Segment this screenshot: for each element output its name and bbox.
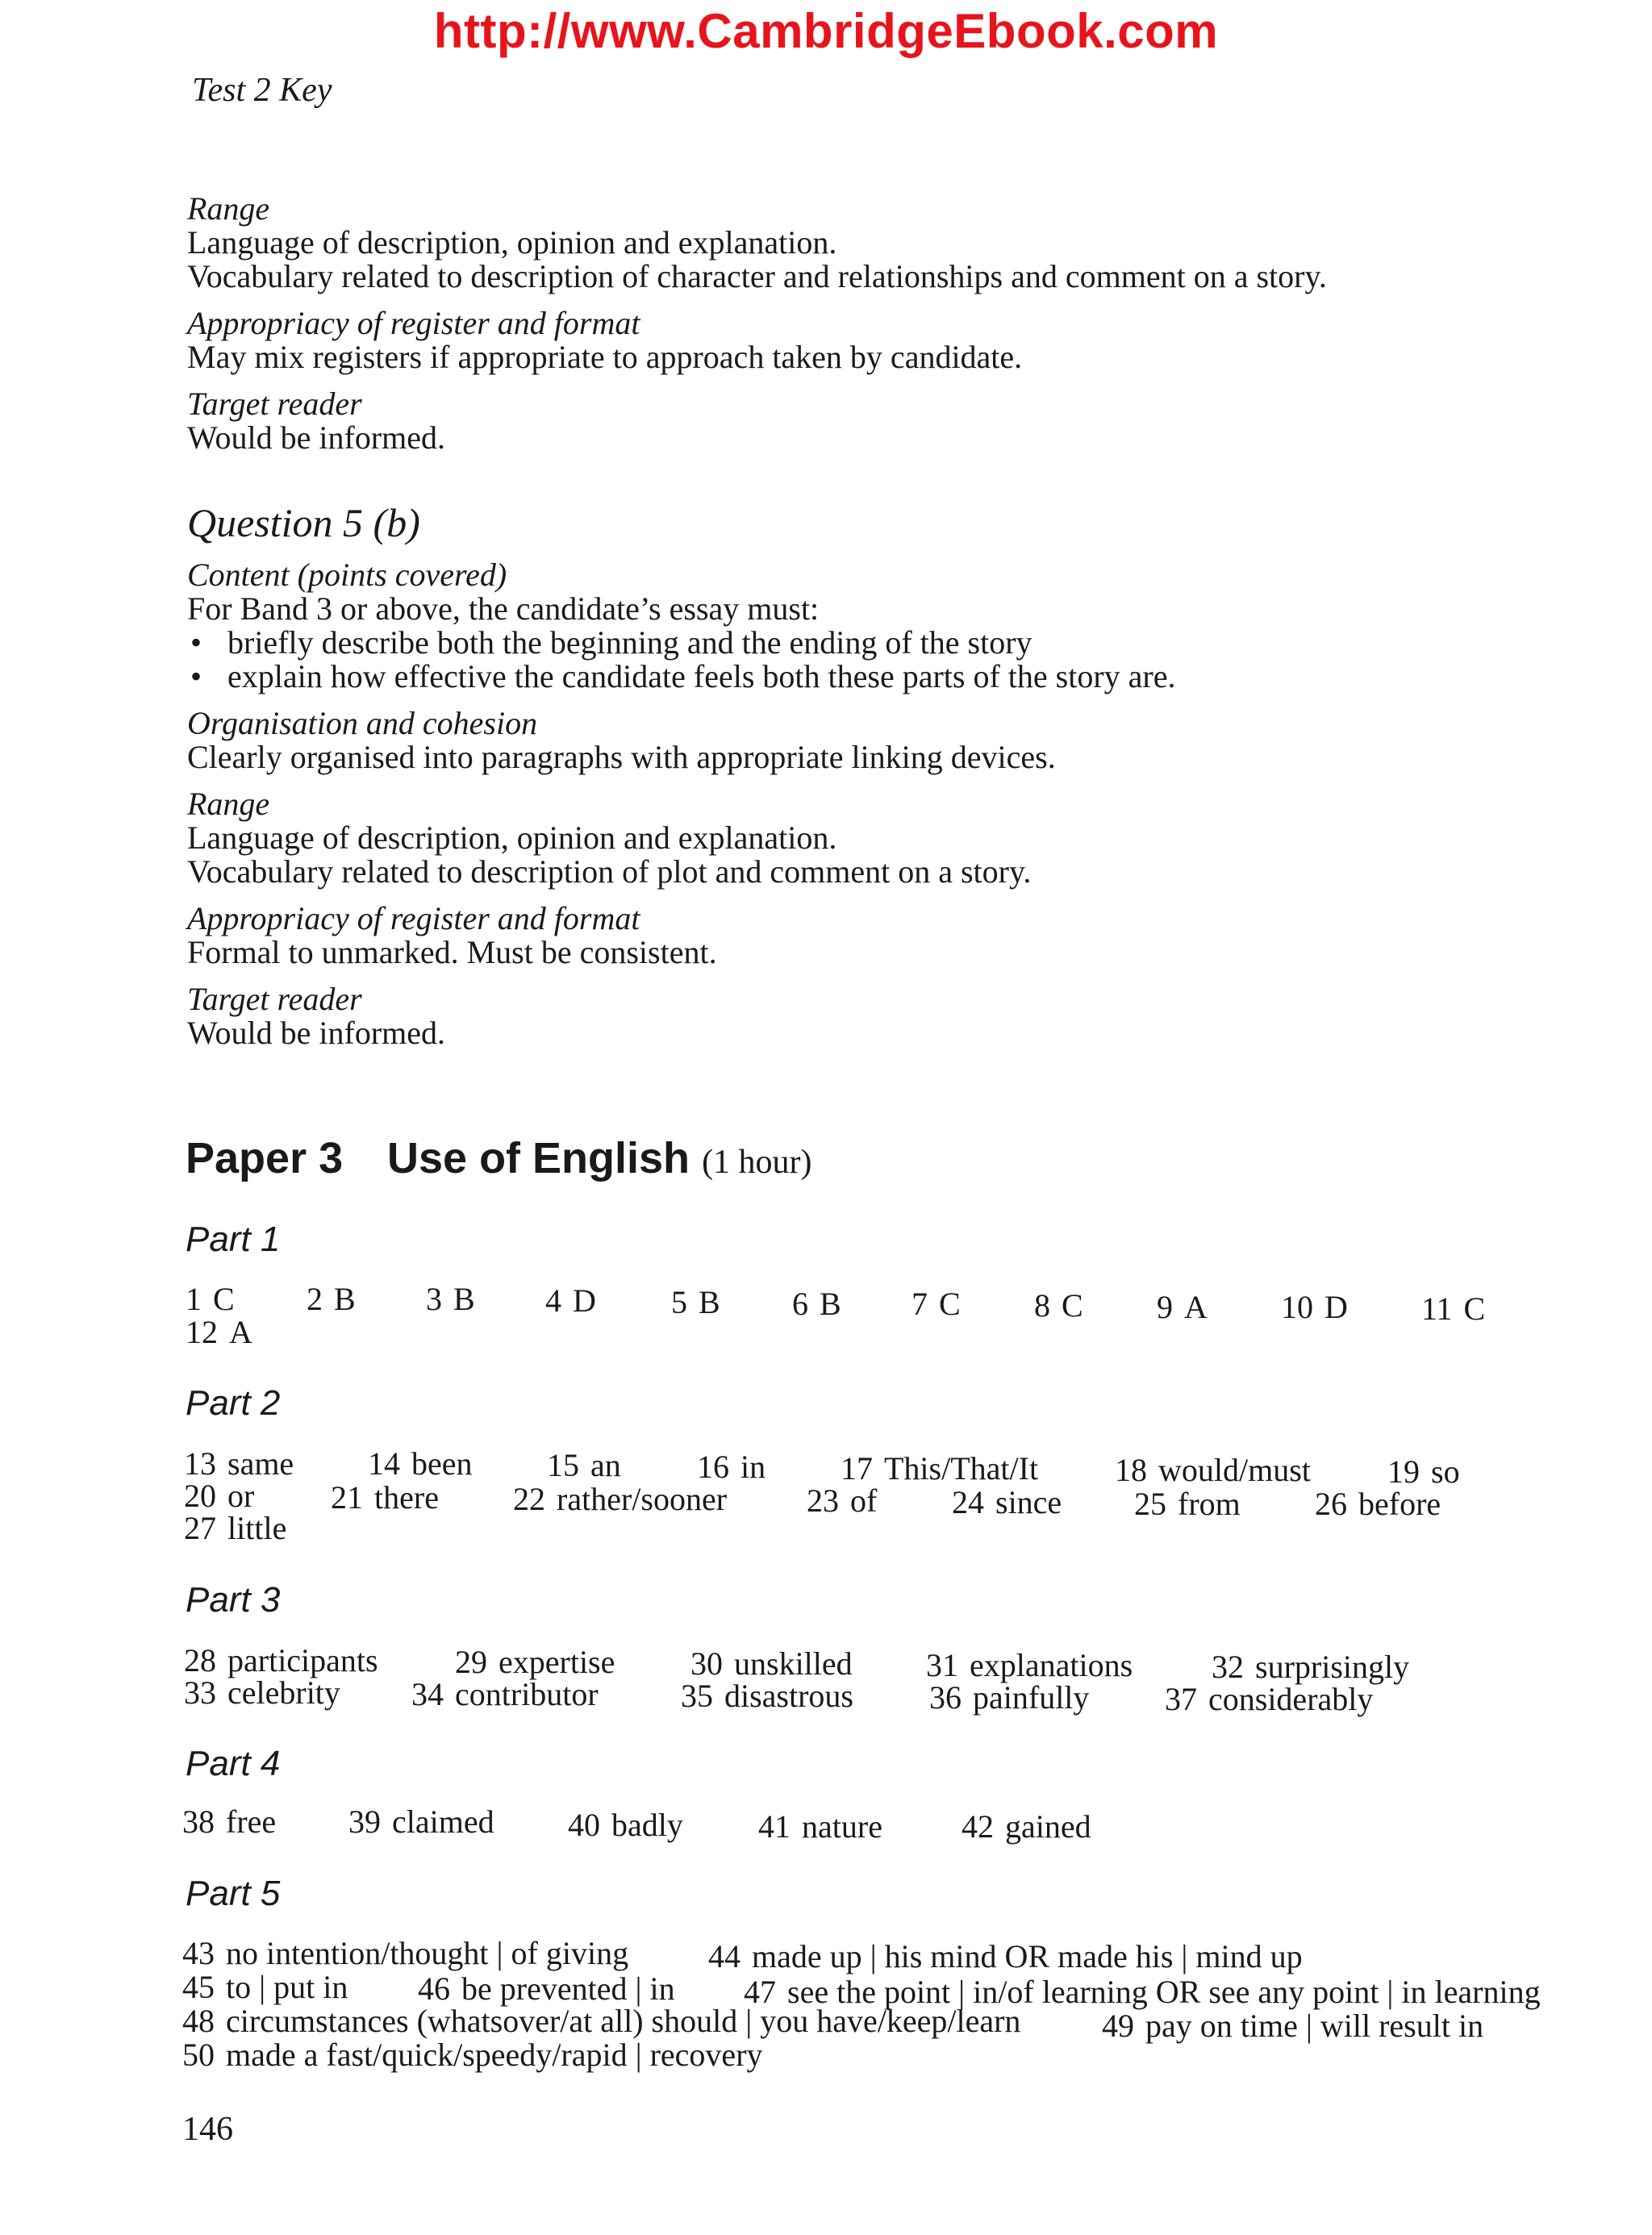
answer-item: 27 little <box>184 1510 287 1546</box>
answer-item: 1 C <box>186 1281 235 1317</box>
target-reader-label: Target reader <box>187 386 362 422</box>
range-label: Range <box>187 190 270 227</box>
part-heading: Part 3 <box>186 1580 281 1620</box>
organisation-label: Organisation and cohesion <box>187 705 538 741</box>
part-heading: Part 4 <box>186 1744 281 1783</box>
answer-item: 29 expertise <box>455 1644 615 1680</box>
running-head: Test 2 Key <box>192 72 332 109</box>
appropriacy-text: May mix registers if appropriate to approach taken by candidate. <box>187 339 1023 375</box>
target-reader-label: Target reader <box>187 981 362 1017</box>
paper-name <box>387 1133 812 1183</box>
answer-item: 15 an <box>547 1447 621 1483</box>
part-heading: Part 5 <box>186 1874 281 1913</box>
q5b-marking-notes <box>187 498 1558 1050</box>
watermark-url: http://www.CambridgeEbook.com <box>433 4 1219 58</box>
bullet-item: • briefly describe both the beginning and the ending of the story <box>187 626 1558 660</box>
answer-item: 20 or <box>184 1478 255 1514</box>
answer-item: 30 unskilled <box>690 1645 853 1682</box>
answer-item: 8 C <box>1034 1287 1083 1324</box>
part-heading: Part 2 <box>186 1383 281 1423</box>
answer-item: 25 from <box>1134 1486 1241 1522</box>
range-line: Language of description, opinion and explanation. <box>187 224 837 261</box>
answer-item: 19 so <box>1387 1453 1460 1490</box>
paper-duration: (1 hour) <box>702 1144 812 1181</box>
answer-item: 11 C <box>1421 1291 1486 1327</box>
answer-item: 26 before <box>1315 1486 1441 1522</box>
page-number: 146 <box>182 2111 233 2148</box>
content-label: Content (points covered) <box>187 557 507 593</box>
answer-item: 16 in <box>697 1449 766 1485</box>
answer-item: 3 B <box>426 1281 475 1317</box>
content-bullets <box>187 626 1558 694</box>
answer-item: 21 there <box>331 1479 439 1516</box>
organisation-text: Clearly organised into paragraphs with appropriate linking devices. <box>187 739 1056 775</box>
answer-item: 5 B <box>671 1284 720 1320</box>
answer-item: 42 gained <box>962 1808 1091 1845</box>
answer-item: 9 A <box>1157 1289 1208 1325</box>
range-line: Language of description, opinion and explanation. <box>187 819 837 856</box>
q5a-marking-notes <box>187 192 1558 455</box>
answer-item: 46 be prevented | in <box>418 1970 675 2007</box>
target-reader-text: Would be informed. <box>187 419 446 456</box>
answer-item: 37 considerably <box>1165 1681 1374 1717</box>
answer-item: 6 B <box>792 1286 841 1322</box>
answer-item: 28 participants <box>184 1642 378 1678</box>
appropriacy-text: Formal to unmarked. Must be consistent. <box>187 934 717 970</box>
answer-item: 17 This/That/It <box>841 1450 1039 1487</box>
answer-item: 50 made a fast/quick/speedy/rapid | recovery <box>182 2037 763 2073</box>
answer-item: 44 made up | his mind OR made his | mind up <box>708 1938 1303 1974</box>
answer-item: 14 been <box>368 1445 473 1482</box>
range-line: Vocabulary related to description of plot and comment on a story. <box>187 853 1032 890</box>
answer-item: 40 badly <box>568 1807 683 1843</box>
answer-item: 36 painfully <box>929 1679 1090 1716</box>
answer-item: 45 to | put in <box>182 1969 348 2005</box>
appropriacy-label: Appropriacy of register and format <box>187 305 640 341</box>
content-intro: For Band 3 or above, the candidate’s essay must: <box>187 590 820 627</box>
bullet-item: • explain how effective the candidate feels both these parts of the story are. <box>187 660 1558 694</box>
part-heading: Part 1 <box>186 1220 281 1259</box>
answer-item: 34 contributor <box>411 1676 599 1712</box>
answer-item: 10 D <box>1281 1289 1348 1325</box>
paper-name-text: Use of English <box>387 1134 690 1182</box>
target-reader-text: Would be informed. <box>187 1015 446 1051</box>
range-line: Vocabulary related to description of character and relationships and comment on a story. <box>187 258 1327 294</box>
answer-item: 48 circumstances (whatsover/at all) should | you have/keep/learn <box>182 2003 1021 2039</box>
answer-item: 4 D <box>545 1282 596 1319</box>
answer-item: 18 would/must <box>1115 1452 1311 1488</box>
answer-item: 33 celebrity <box>184 1674 340 1711</box>
answer-item: 41 nature <box>758 1808 882 1845</box>
answer-item: 23 of <box>807 1482 878 1519</box>
answer-item: 22 rather/sooner <box>513 1481 728 1517</box>
answer-item: 31 explanations <box>926 1647 1133 1683</box>
answer-item: 35 disastrous <box>681 1678 853 1714</box>
answer-item: 24 since <box>952 1484 1062 1520</box>
question-heading: Question 5 (b) <box>187 500 420 545</box>
answer-item: 38 free <box>182 1803 277 1840</box>
answer-item: 7 C <box>912 1286 961 1322</box>
answer-item: 43 no intention/thought | of giving <box>182 1935 629 1971</box>
answer-item: 13 same <box>184 1445 294 1482</box>
answer-item: 39 claimed <box>348 1803 494 1840</box>
answer-item: 2 B <box>307 1281 356 1317</box>
answer-item: 12 A <box>186 1314 252 1350</box>
appropriacy-label: Appropriacy of register and format <box>187 900 640 936</box>
range-label: Range <box>187 786 270 822</box>
answer-item: 32 surprisingly <box>1212 1649 1410 1685</box>
paper-title: Paper 3 <box>186 1134 344 1182</box>
answer-item: 49 pay on time | will result in <box>1102 2008 1484 2044</box>
answer-item: 47 see the point | in/of learning OR see any point | in learning <box>744 1974 1541 2010</box>
